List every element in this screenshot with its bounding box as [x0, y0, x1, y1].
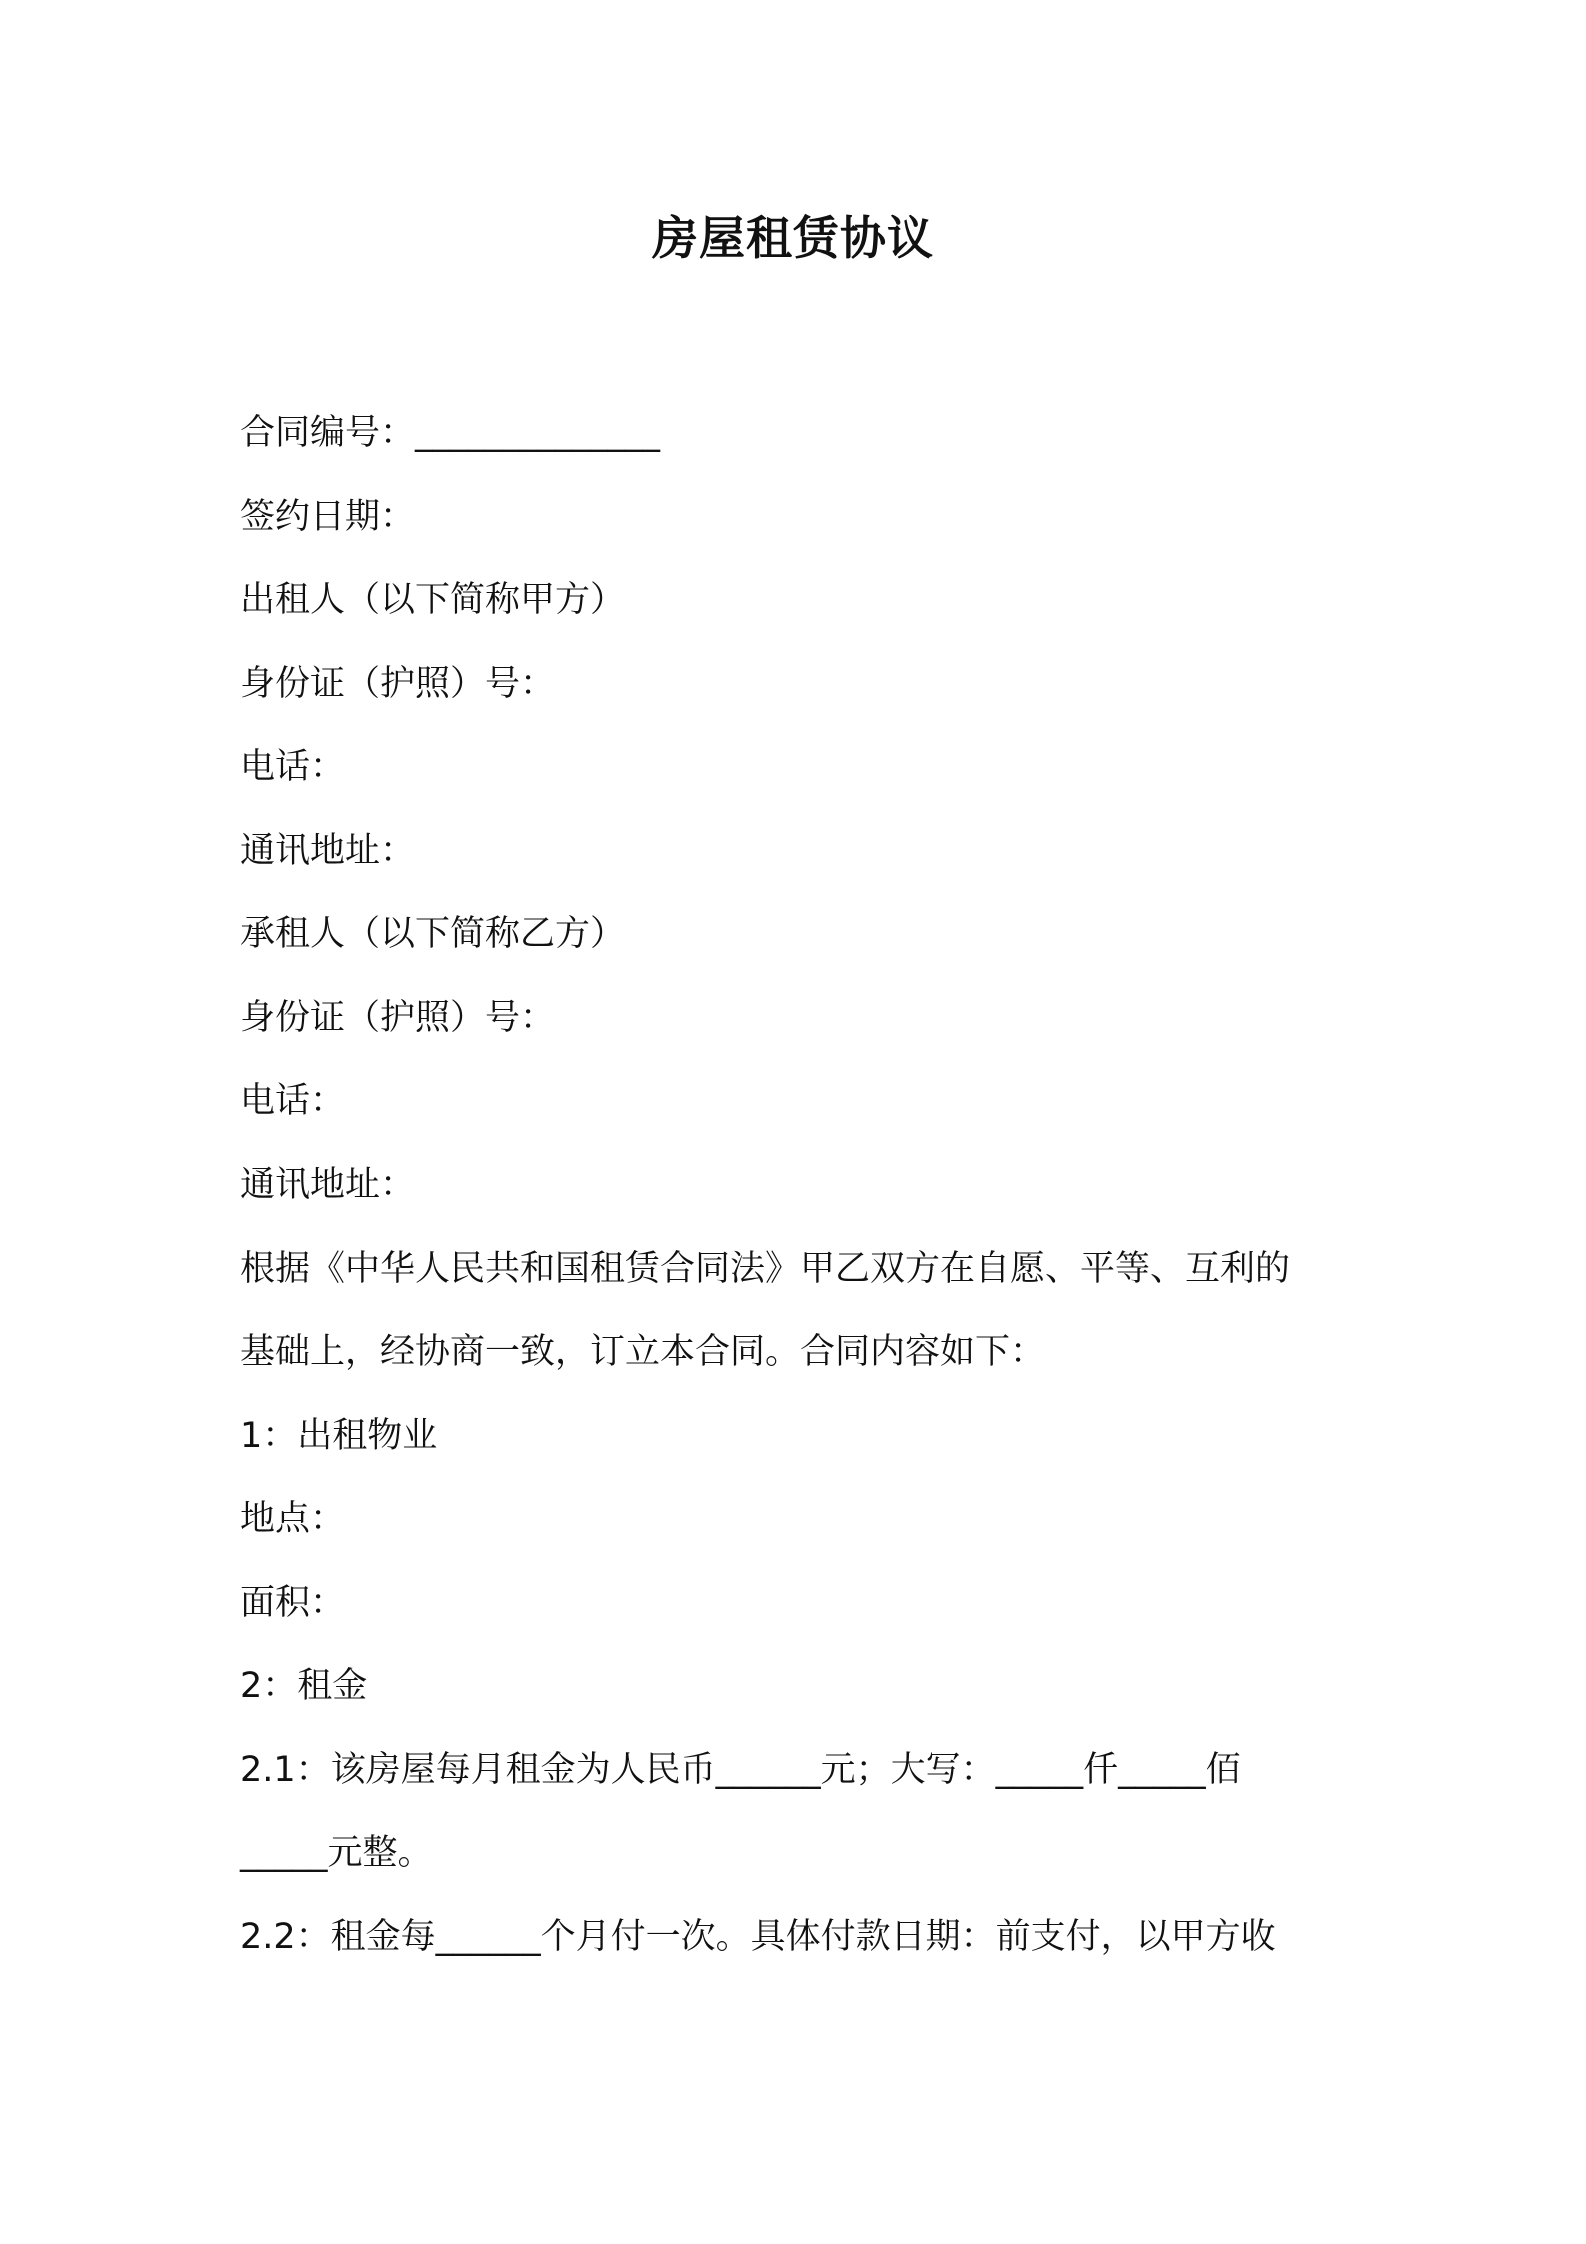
- section-2-heading: 2：租金: [240, 1666, 368, 1706]
- lessee-phone-line: 电话：: [240, 1081, 346, 1121]
- clause-2-2-line: 2.2：租金每______个月付一次。具体付款日期：前支付，以甲方收: [240, 1917, 1276, 1957]
- document-title: 房屋租赁协议: [652, 211, 934, 265]
- clause-2-1-line-1: 2.1：该房屋每月租金为人民币______元；大写：_____仟_____佰: [240, 1750, 1241, 1790]
- location-line: 地点：: [240, 1499, 346, 1539]
- lessor-phone-line: 电话：: [240, 747, 346, 787]
- area-line: 面积：: [240, 1583, 346, 1623]
- lessee-heading-line: 承租人（以下简称乙方）: [240, 914, 626, 954]
- section-1-heading: 1：出租物业: [240, 1416, 438, 1456]
- clause-2-1-line-2: _____元整。: [240, 1833, 433, 1873]
- lessor-heading-line: 出租人（以下简称甲方）: [240, 580, 626, 620]
- preamble-line-2: 基础上，经协商一致，订立本合同。合同内容如下：: [240, 1332, 1046, 1372]
- contract-number-line: 合同编号：______________: [240, 413, 661, 453]
- lessor-id-line: 身份证（护照）号：: [240, 664, 556, 704]
- preamble-line-1: 根据《中华人民共和国租赁合同法》甲乙双方在自愿、平等、互利的: [240, 1249, 1291, 1289]
- lessee-address-line: 通讯地址：: [240, 1165, 416, 1205]
- signing-date-line: 签约日期：: [240, 497, 416, 537]
- lessee-id-line: 身份证（护照）号：: [240, 998, 556, 1038]
- lessor-address-line: 通讯地址：: [240, 831, 416, 871]
